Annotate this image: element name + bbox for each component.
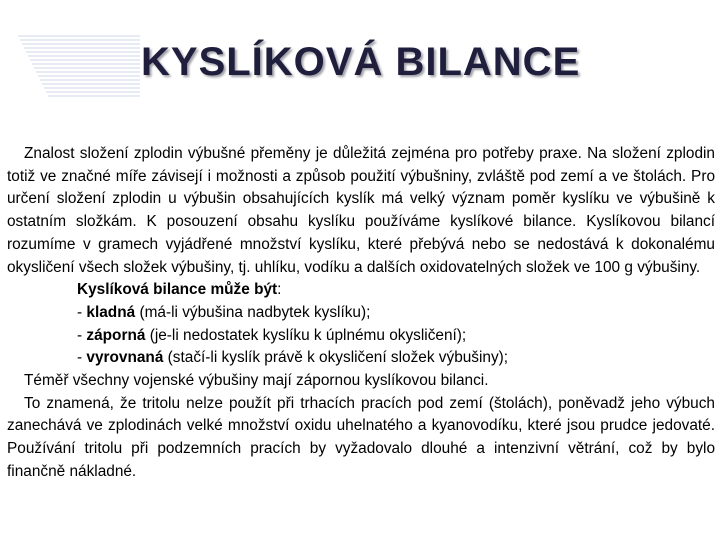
type-item-desc: (je-li nedostatek kyslíku k úplnému okysličení); xyxy=(145,326,467,344)
type-item-dash: - xyxy=(77,349,87,367)
slide-title: KYSLÍKOVÁ BILANCE xyxy=(141,40,581,84)
type-item-term: kladná xyxy=(86,303,136,321)
type-item-term: záporná xyxy=(86,326,146,344)
types-heading xyxy=(7,279,715,302)
tritol-paragraph: To znamená, že tritolu nelze použít při trhacích pracích pod zemí (štolách), poněvadž jeho výbuch zanechává ve zplodinách velké množství oxidu uhelnatého a kyanovodíku, které jsou prudce jedovaté. Používání tritolu při podzemních pracích by vyžadovalo dlouhé a intenzivní větrání, což by bylo finančně nákladné. xyxy=(7,394,715,480)
type-item-desc: (má-li výbušina nadbytek kyslíku); xyxy=(135,303,371,321)
type-item-term: vyrovnaná xyxy=(86,349,164,367)
type-item-desc: (stačí-li kyslík právě k okysličení složek výbušiny); xyxy=(163,349,509,367)
corner-decoration xyxy=(0,0,140,120)
type-item-dash: - xyxy=(77,326,87,344)
intro-paragraph: Znalost složení zplodin výbušné přeměny je důležitá zejména pro potřeby praxe. Na složení zplodin totiž ve značné míře závisejí i možnosti a způsob použití výbušniny, zvláště pod zemí a ve štolách. Pro určení složení zplodin u výbušin obsahujících kyslík má velký význam poměr kyslíku ve výbušině k ostatním složkám. K posouzení obsahu kyslíku používáme kyslíkové bilance. Kyslíkovou bilancí rozumíme v gramech vyjádřené množství kyslíku, které přebývá nebo se nedostává k dokonalému okysličení všech složek výbušiny, tj. uhlíku, vodíku a dalších oxidovatelných složek ve 100 g výbušiny. xyxy=(7,145,715,276)
military-paragraph: Téměř všechny vojenské výbušiny mají zápornou kyslíkovou bilanci. xyxy=(24,372,489,390)
type-item-positive xyxy=(7,302,715,325)
types-heading-text: Kyslíková bilance může být xyxy=(77,281,278,299)
type-item-balanced xyxy=(7,347,715,370)
type-item-negative xyxy=(7,325,715,348)
type-item-dash: - xyxy=(77,303,87,321)
types-heading-colon: : xyxy=(277,281,282,299)
slide-body xyxy=(7,143,715,484)
